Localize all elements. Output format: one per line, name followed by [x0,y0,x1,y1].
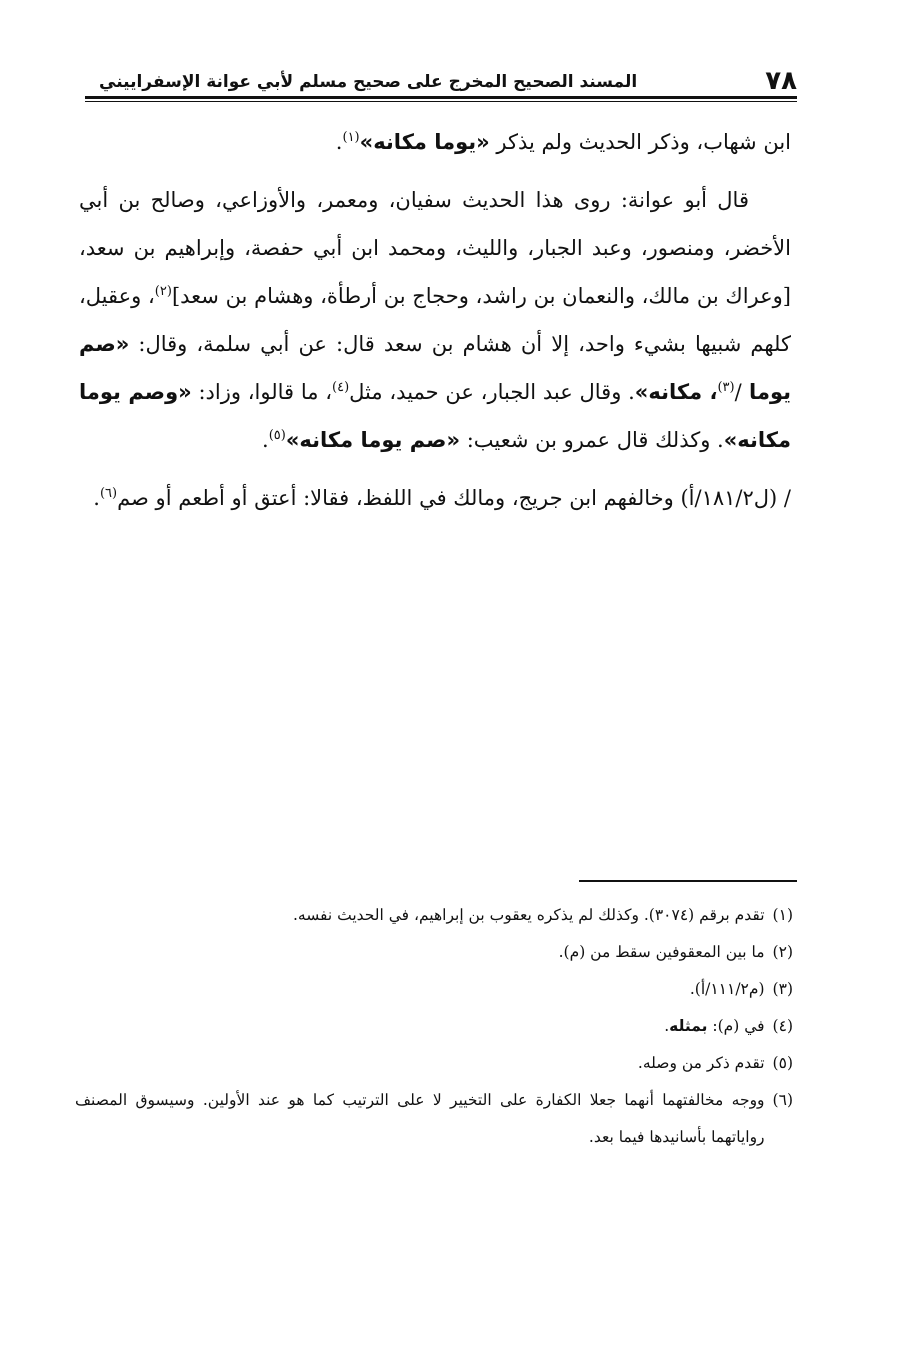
footnote-ref: (٦) [99,486,118,501]
footnote-number: (١) [772,906,793,924]
footnotes [75,897,793,1156]
footnote-4 [75,1008,793,1045]
footnote-text [75,1008,765,1045]
text-run: . [335,130,343,154]
footnote-ref: (٤) [332,380,350,395]
footnote-1 [75,897,793,934]
text-run: ، وعقيل، كلهم شبيها بشيء واحد، إلا أن هشام بن سعد قال: عن أبي سلمة، وقال: [79,284,791,356]
footnote-text: (م١١١/٢/أ). [689,980,765,998]
running-title: المسند الصحيح المخرج على صحيح مسلم لأبي عوانة الإسفراييني [99,72,638,92]
footnote-6 [75,1082,793,1156]
quoted-phrase: «وصم يوما مكانه» [79,380,791,452]
text-run: ، ما قالوا، وزاد: [191,380,333,404]
header-rule-thin [85,101,797,102]
footnote-text: تقدم برقم (٣٠٧٤). وكذلك لم يذكره يعقوب بن إبراهيم، في الحديث نفسه. [292,906,765,924]
page-header [99,62,797,96]
footnote-ref: (٥) [268,428,286,443]
quoted-phrase: ، مكانه» [634,380,718,404]
quoted-phrase: «صم يوما [79,332,792,404]
footnote-text-pre: في (م): [707,1017,765,1035]
footnote-text: تقدم ذكر من وصله. [637,1054,765,1072]
main-text [79,118,791,522]
header-rule [85,96,797,99]
footnote-number: (٤) [772,1017,793,1035]
footnote-text: ما بين المعقوفين سقط من (م). [558,943,765,961]
footnote-text: ووجه مخالفتهما أنهما جعلا الكفارة على التخيير لا على الترتيب كما هو عند الأولين. وسيسوق المصنف رواياتهما بأسانيدها فيما بعد. [75,1091,765,1146]
footnote-number: (٥) [772,1054,793,1072]
manuscript-marker: / [734,380,742,404]
footnote-3 [75,971,793,1008]
text-run: ابن شهاب، وذكر الحديث ولم يذكر [489,130,791,154]
text-run: . [93,486,100,510]
footnote-2 [75,934,793,971]
footnote-text-post: . [664,1017,670,1035]
text-run: / (ل١٨١/٢/أ) وخالفهم ابن جريج، ومالك في اللفظ، فقالا: أعتق أو أطعم أو صم [117,486,791,510]
footnote-number: (٢) [772,943,793,961]
page-number: ٧٨ [765,66,797,96]
footnote-ref: (١) [342,130,360,145]
text-run: . [262,428,269,452]
footnote-number: (٦) [772,1091,793,1109]
footnote-bold-variant: بمثله [669,1017,708,1035]
paragraph-3 [79,474,791,522]
paragraph-1 [79,118,791,166]
footnote-ref: (٢) [154,284,172,299]
text-run: . وكذلك قال عمرو بن شعيب: [460,428,724,452]
footnote-5 [75,1045,793,1082]
footnote-separator [579,880,797,882]
quoted-phrase: «صم يوما مكانه» [285,428,461,452]
footnote-number: (٣) [772,980,793,998]
text-run: قال أبو عوانة: روى هذا الحديث سفيان، ومعمر، والأوزاعي، وصالح بن أبي الأخضر، ومنصور، وعبد الجبار، والليث، ومحمد ابن أبي حفصة، وإبراهيم بن سعد، [وعراك بن مالك، والنعمان بن راشد، وحجاج بن أرطأة، وهشام بن سعد] [79,188,791,308]
paragraph-2 [79,176,791,464]
footnote-ref: (٣) [717,380,735,395]
quoted-phrase: «يوما مكانه» [359,130,490,154]
text-run: . وقال عبد الجبار، عن حميد، مثل [349,380,635,404]
